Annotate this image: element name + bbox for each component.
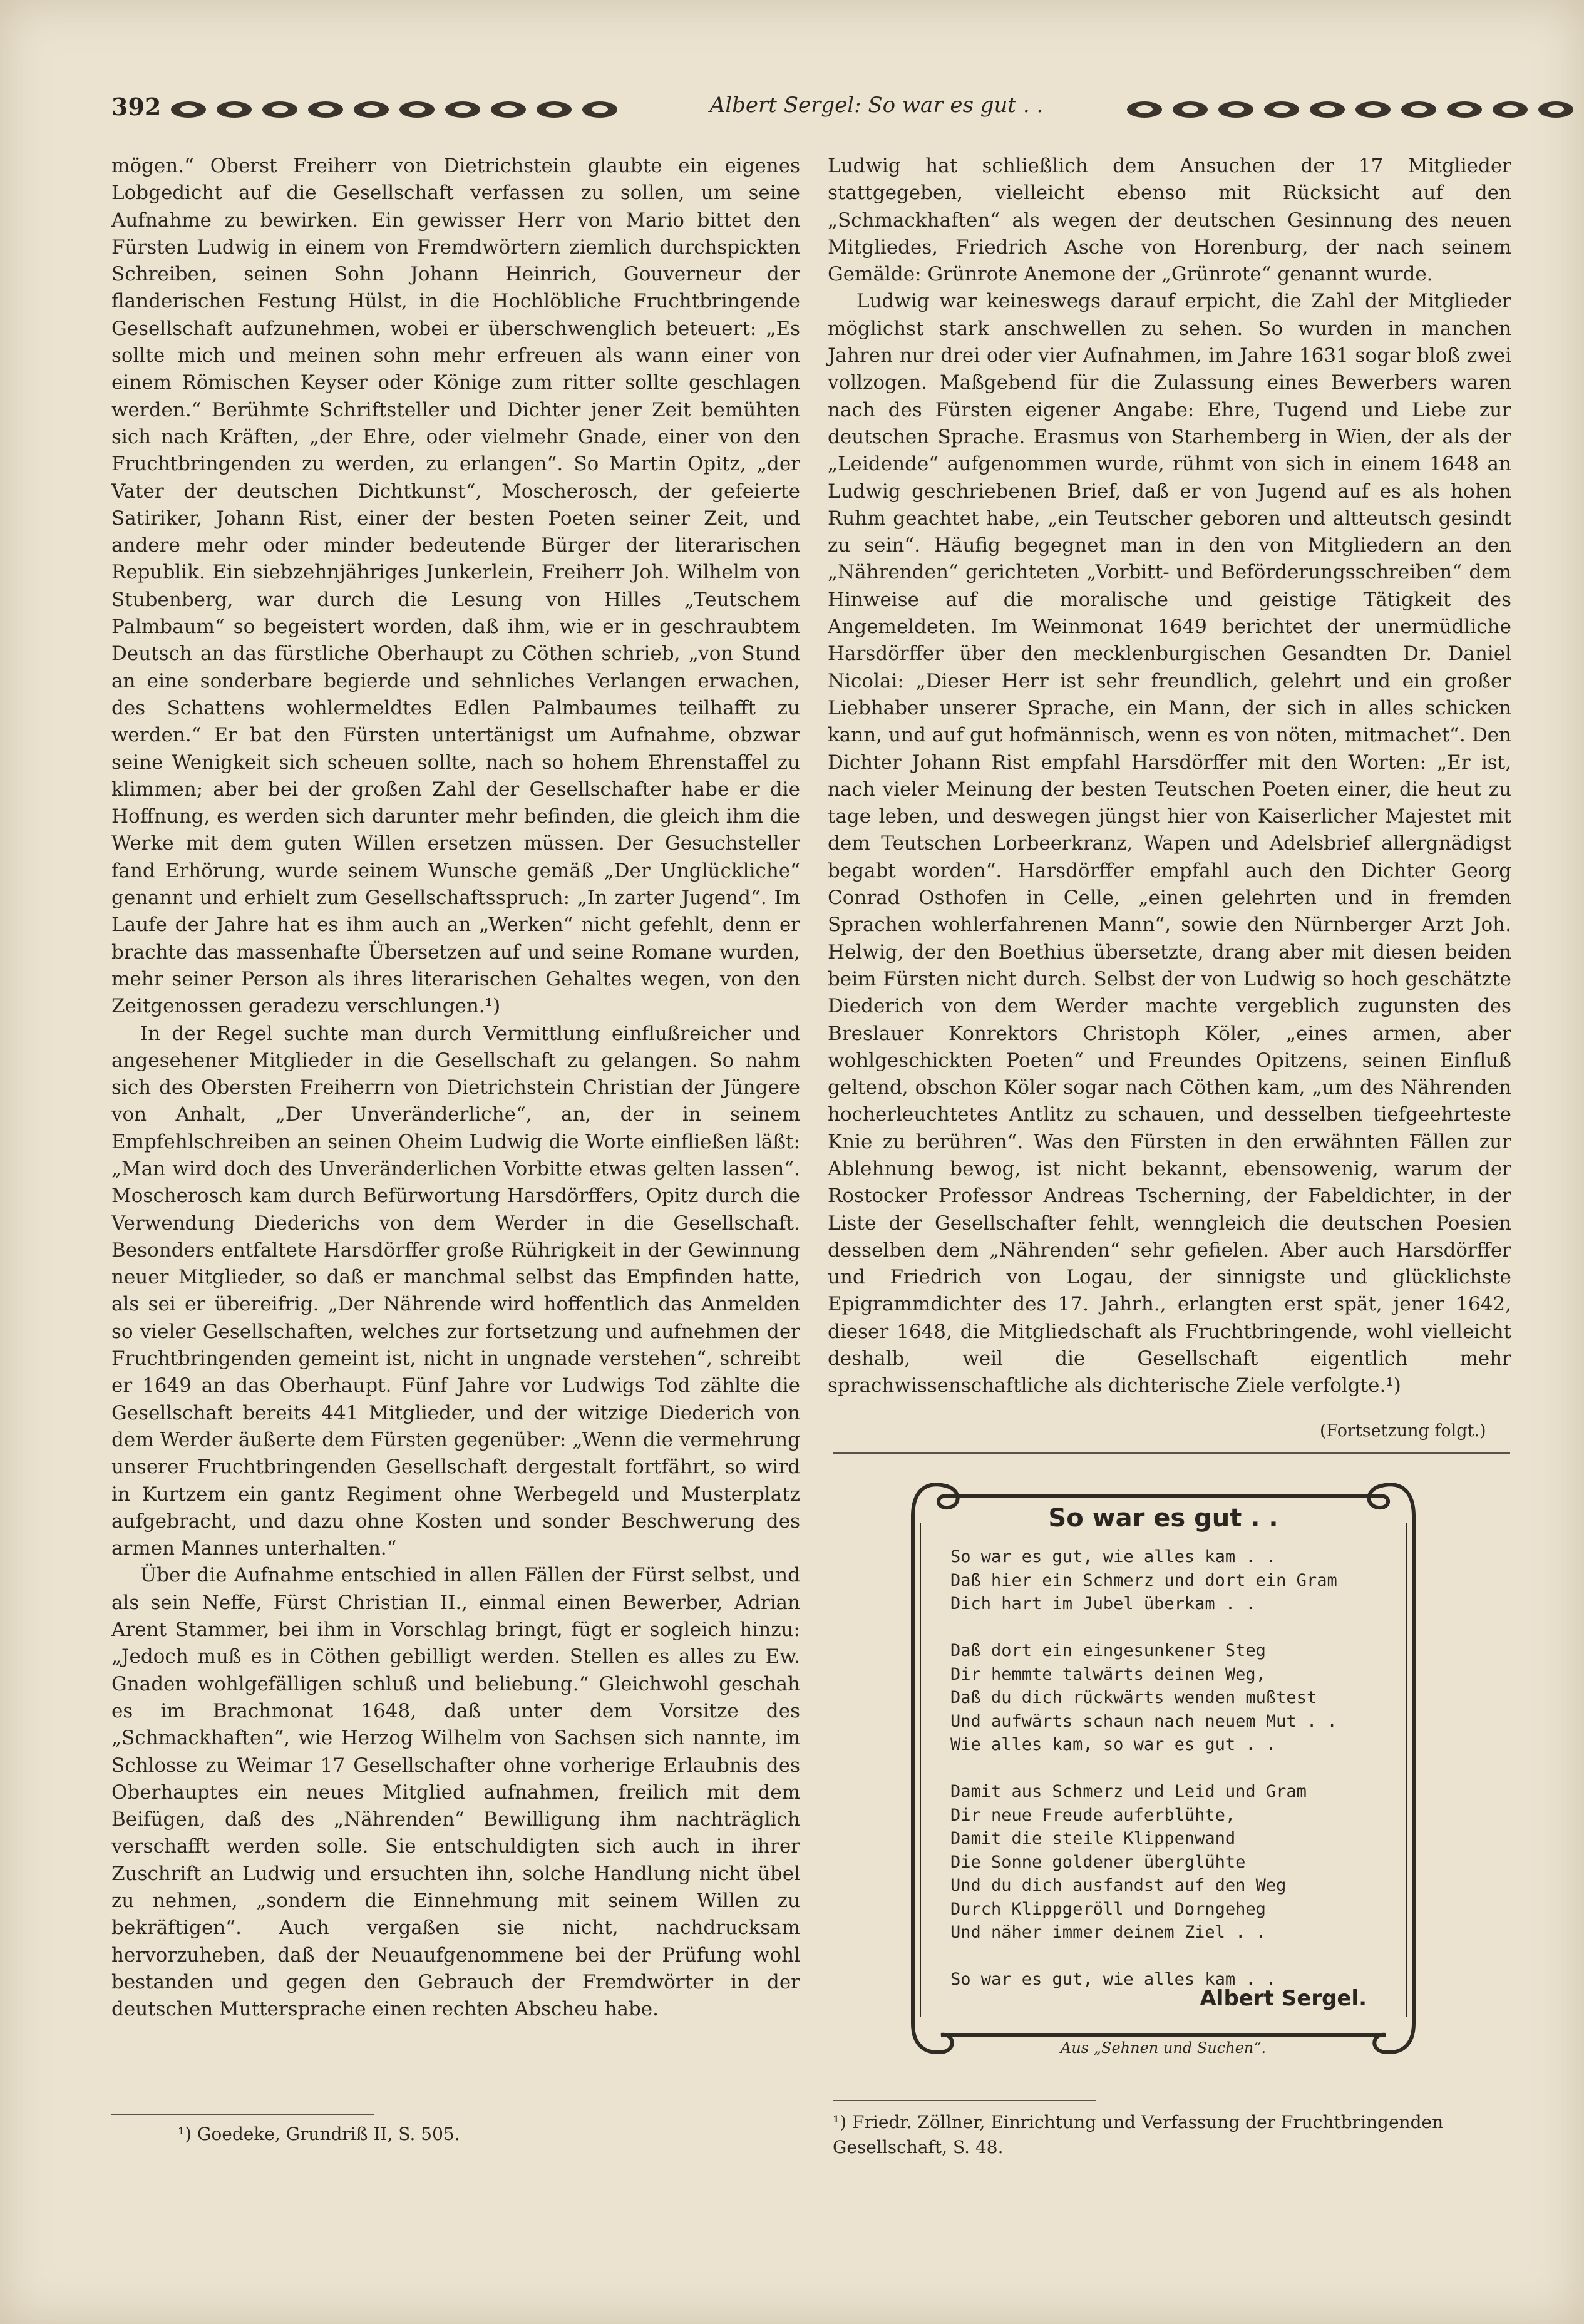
poem-line: Daß hier ein Schmerz und dort ein Gram xyxy=(950,1570,1337,1590)
poem-line: Die Sonne goldener überglühte xyxy=(950,1852,1246,1872)
paragraph: In der Regel suchte man durch Vermittlung einflußreicher und angesehener Mitglieder in die Gesellschaft zu gelangen. So nahm sich des Obersten Freiherrn von Dietrichstein Christian der Jüngere von Anhalt, „Der Unveränderliche“, an, der in seinem Empfehlschreiben an seinen Oheim Ludwig die Worte einfließen läßt: „Man wird doch des Unveränderlichen Vorbitte etwas gelten lassen“. Moscherosch kam durch Befürwortung Harsdörffers, Opitz durch die Verwendung Diederichs von dem Werder in die Gesellschaft. Besonders entfaltete Harsdörffer große Rührigkeit in der Gewinnung neuer Mitglieder, so daß er manchmal selbst das Empfinden hatte, als sei er übereifrig. „Der Nährende wird hoffentlich das Anmelden so vieler Gesellschaften, welches zur fortsetzung und aufnehmen der Fruchtbringenden gemeint ist, nicht in ungnade verstehen“, schreibt er 1649 an das Oberhaupt. Fünf Jahre vor Ludwigs Tod zählte die Gesellschaft bereits 441 Mitglieder, und der witzige Diederich von dem Werder äußerte dem Fürsten gegenüber: „Wenn die vermehrung unserer Fruchtbringenden Gesellschaft dergestalt fortfährt, so wird in Kurtzem ein gantz Regiment ohne Werbegeld und Musterplatz aufgebracht, und dazu ohne Kosten und sonder Beschwerung des armen Mannes unterhalten.“ xyxy=(111,1022,800,1560)
poem-line: Durch Klippgeröll und Dorngeheg xyxy=(950,1899,1266,1919)
poem-line: Dir hemmte talwärts deinen Weg, xyxy=(950,1664,1266,1684)
poem-line: Damit aus Schmerz und Leid und Gram xyxy=(950,1782,1307,1801)
poem-line: Dir neue Freude auferblühte, xyxy=(950,1805,1236,1825)
ornament-icon xyxy=(1310,101,1345,118)
ornament-icon xyxy=(1127,101,1162,118)
poem-box xyxy=(888,1473,1439,2074)
poem-line: Und näher immer deinem Ziel . . xyxy=(950,1923,1266,1942)
ornament-icon xyxy=(537,101,572,118)
paragraph: Ludwig war keineswegs darauf erpicht, die Zahl der Mitglieder möglichst stark anschwellen zu sehen. So wurden in manchen Jahren nur drei oder vier Aufnahmen, im Jahre 1631 sogar bloß zwei vollzogen. Maßgebend für die Zulassung eines Bewerbers waren nach des Fürsten eigener Angabe: Ehre, Tugend und Liebe zur deutschen Sprache. Erasmus von Starhemberg in Wien, der als der „Leidende“ aufgenommen wurde, rühmt von sich in einem 1648 an Ludwig geschriebenen Brief, daß er von Jugend auf es als hohen Ruhm geachtet habe, „ein Teutscher geboren und altteutsch gesindt zu sein“. Häufig begegnet man in den von Mitgliedern an den „Nährenden“ gerichteten „Vorbitt- und Beförderungsschreiben“ dem Hinweise auf die moralische und geistige Tätigkeit des Angemeldeten. Im Weinmonat 1649 berichtet der unermüdliche Harsdörffer über den mecklenburgischen Gesandten Dr. Daniel Nicolai: „Dieser Herr ist sehr freundlich, gelehrt und ein großer Liebhaber unserer Sprache, ein Mann, der sich in alles schicken kann, und auf gut hofmännisch, wenn es von nöten, mitmachet“. Den Dichter Johann Rist empfahl Harsdörffer mit den Worten: „Er ist, nach vieler Meinung der besten Teutschen Poeten einer, die heut zu tage leben, und deswegen jüngst hier von Kaiserlicher Majestet mit dem Teutschen Lorbeerkranz, Wapen und Adelsbrief allergnädigst begabt worden“. Harsdörffer empfahl auch den Dichter Georg Conrad Osthofen in Celle, „einen gelehrten und in fremden Sprachen wohlerfahrenen Mann“, sowie den Nürnberger Arzt Joh. Helwig, der den Boethius übersetzte, drang aber mit diesen beiden beim Fürsten nicht durch. Selbst der von Ludwig so hoch geschätzte Diederich von dem Werder machte vergeblich zugunsten des Breslauer Konrektors Christoph Köler, „eines armen, aber wohlgeschickten Poeten“ und Freundes Opitzens, seinen Einfluß geltend, obschon Köler sogar nach Cöthen kam, „um des Nährenden hocherleuchtetes Antlitz zu schauen, und desselben tiefgeehrteste Knie zu berühren“. Was den Fürsten in den erwähnten Fällen zur Ablehnung bewog, ist nicht bekannt, ebensowenig, warum der Rostocker Professor Andreas Tscherning, der Fabeldichter, in der Liste der Gesellschafter fehlt, wenngleich die deutschen Poesien desselben dem „Nährenden“ sehr gefielen. Aber auch Harsdörffer und Friedrich von Logau, der sinnigste und glücklichste Epigrammdichter des 17. Jahrh., erlangten erst spät, jener 1642, dieser 1648, die Mitgliedschaft als Fruchtbringende, wohl vielleicht deshalb, weil die Gesellschaft eigentlich mehr sprachwissenschaftliche als dichterische Ziele verfolgte.¹) xyxy=(828,290,1511,1397)
ornament-icon xyxy=(1355,101,1391,118)
footnote-divider xyxy=(111,2114,374,2115)
footnote-left: ¹) Goedeke, Grundriß II, S. 505. xyxy=(178,2124,460,2144)
footnote-divider xyxy=(833,2100,1096,2101)
poem-line: So war es gut, wie alles kam . . xyxy=(950,1547,1277,1566)
poem-line: Dich hart im Jubel überkam . . xyxy=(950,1594,1256,1613)
ornament-icon xyxy=(262,101,297,118)
ornament-icon xyxy=(171,101,206,118)
poem-line: Und du dich ausfandst auf den Weg xyxy=(950,1876,1287,1895)
poem-title: So war es gut . . xyxy=(1048,1504,1278,1533)
section-divider xyxy=(833,1452,1510,1454)
article-column-right xyxy=(828,153,1511,1400)
poem-line: Daß du dich rückwärts wenden mußtest xyxy=(950,1688,1317,1707)
ornament-icon xyxy=(1218,101,1253,118)
poem-line: Wie alles kam, so war es gut . . xyxy=(950,1735,1277,1754)
continued-note: (Fortsetzung folgt.) xyxy=(1320,1421,1486,1441)
ornament-icon xyxy=(445,101,480,118)
poem-line: Damit die steile Klippenwand xyxy=(950,1829,1236,1848)
ornament-icon xyxy=(1493,101,1528,118)
ornament-icon xyxy=(491,101,526,118)
ornament-icon xyxy=(308,101,343,118)
poem-line: So war es gut, wie alles kam . . xyxy=(950,1970,1277,1989)
ornament-row-left xyxy=(171,101,617,119)
ornament-icon xyxy=(1401,101,1436,118)
poem-line: Daß dort ein eingesunkener Steg xyxy=(950,1641,1266,1660)
ornament-icon xyxy=(1447,101,1482,118)
paragraph: mögen.“ Oberst Freiherr von Dietrichstein glaubte ein eigenes Lobgedicht auf die Gesellschaft verfassen zu sollen, um seine Aufnahme zu bewirken. Ein gewisser Herr von Mario bittet den Fürsten Ludwig in einem von Fremdwörtern ziemlich durchspickten Schreiben, seinen Sohn Johann Heinrich, Gouverneur der flanderischen Festung Hülst, in die Hochlöbliche Fruchtbringende Gesellschaft aufzunehmen, wobei er überschwenglich beteuert: „Es sollte mich und meinen sohn mehr erfreuen als wann einer von einem Römischen Keyser oder Könige zum ritter sollte geschlagen werden.“ Berühmte Schriftsteller und Dichter jener Zeit bemühten sich nach Kräften, „der Ehre, oder vielmehr Gnade, einer von den Fruchtbringenden zu werden, zu erlangen“. So Martin Opitz, „der Vater der deutschen Dichtkunst“, Moscherosch, der gefeierte Satiriker, Johann Rist, einer der besten Poeten seiner Zeit, und andere mehr oder minder bedeutende Bürger der literarischen Republik. Ein siebzehnjähriges Junkerlein, Freiherr Joh. Wilhelm von Stubenberg, war durch die Lesung von Hilles „Teutschem Palmbaum“ so begeistert worden, daß ihm, wie er in geschraubtem Deutsch an das fürstliche Oberhaupt zu Cöthen schrieb, „von Stund an eine sonderbare begierde und sehnliches Verlangen erwachen, des Schattens wohlermeldtes Edlen Palmbaumes teilhafft zu werden.“ Er bat den Fürsten untertänigst um Aufnahme, obzwar seine Wenigkeit sich scheuen sollte, nach so hohem Ehrenstaffel zu klimmen; aber bei der großen Zahl der Gesellschafter habe er die Hoffnung, es werden sich darunter mehr befinden, die gleich ihm die Werke mit dem guten Willen ersetzen müssen. Der Gesuchsteller fand Erhörung, wurde seinem Wunsche gemäß „Der Unglückliche“ genannt und erhielt zum Gesellschaftsspruch: „In zarter Jugend“. Im Laufe der Jahre hat es ihm auch an „Werken“ nicht gefehlt, denn er brachte das massenhafte Übersetzen auf und seine Romane wurden, mehr seiner Person als ihres literarischen Gehaltes wegen, von den Zeitgenossen geradezu verschlungen.¹) xyxy=(111,155,800,1018)
page-header xyxy=(111,93,1495,130)
poem-text xyxy=(950,1545,1337,1992)
running-head: Albert Sergel: So war es gut . . xyxy=(709,93,1044,118)
page-number: 392 xyxy=(111,93,162,121)
footnote-right: ¹) Friedr. Zöllner, Einrichtung und Verfassung der Fruchtbringenden Gesellschaft, S. 48. xyxy=(833,2112,1444,2157)
article-column-left xyxy=(111,153,800,2023)
ornament-icon xyxy=(582,101,617,118)
ornament-icon xyxy=(354,101,389,118)
poem-line: Und aufwärts schaun nach neuem Mut . . xyxy=(950,1711,1337,1731)
ornament-icon xyxy=(399,101,435,118)
ornament-icon xyxy=(1264,101,1299,118)
poem-source: Aus „Sehnen und Suchen“. xyxy=(1060,2039,1267,2057)
ornament-icon xyxy=(1538,101,1573,118)
poem-author: Albert Sergel. xyxy=(1200,1986,1367,2011)
paragraph: Ludwig hat schließlich dem Ansuchen der 17 Mitglieder stattgegeben, vielleicht ebenso mit Rücksicht auf den „Schmackhaften“ als wegen der deutschen Gesinnung des neuen Mitgliedes, Friedrich Asche von Horenburg, der nach seinem Gemälde: Grünrote Anemone der „Grünrote“ genannt wurde. xyxy=(828,155,1511,286)
ornament-row-right xyxy=(1127,101,1584,119)
ornament-icon xyxy=(1173,101,1208,118)
ornament-icon xyxy=(217,101,252,118)
paragraph: Über die Aufnahme entschied in allen Fällen der Fürst selbst, und als sein Neffe, Fürst Christian II., einmal einen Bewerber, Adrian Arent Stammer, bei ihm in Vorschlag bringt, fügt er sogleich hinzu: „Jedoch muß es in Cöthen gebilligt werden. Stellen es alles zu Ew. Gnaden wohlgefälligen schluß und beliebung.“ Gleichwohl geschah es im Brachmonat 1648, daß unter dem Vorsitze des „Schmackhaften“, wie Herzog Wilhelm von Sachsen sich nannte, im Schlosse zu Weimar 17 Gesellschafter ohne vorherige Erlaubnis des Oberhauptes ein neues Mitglied aufnahmen, freilich mit dem Beifügen, daß des „Nährenden“ Bewilligung ihm nachträglich verschafft werden solle. Sie entschuldigten sich auch in ihrer Zuschrift an Ludwig und ersuchten ihn, solche Handlung nicht übel zu nehmen, „sondern die Einnehmung mit seinem Willen zu bekräftigen“. Auch vergaßen sie nicht, nachdrucksam hervorzuheben, daß der Neuaufgenommene bei der Prüfung wohl bestanden und gegen den Gebrauch der Fremdwörter in der deutschen Muttersprache einen rechten Abscheu habe. xyxy=(111,1564,800,2021)
